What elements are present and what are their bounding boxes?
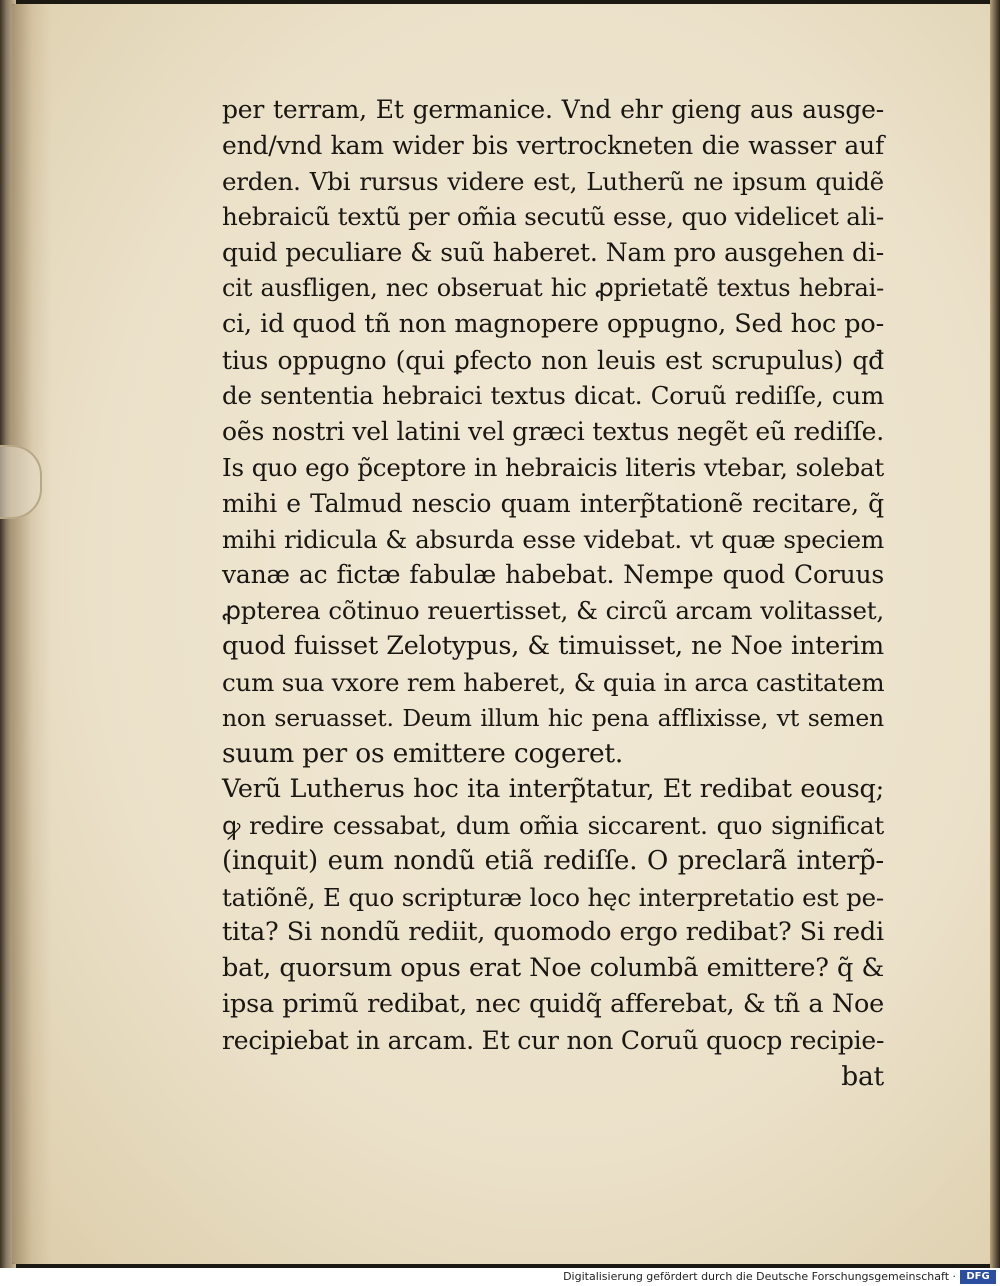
text-line: oẽs nostri vel latini vel græci textus negẽt eũ rediſſe. xyxy=(222,417,884,447)
text-line: Verũ Lutherus hoc ita interp̃tatur, Et redibat eousq; xyxy=(222,774,884,805)
text-line: ci, id quod tñ non magnopere oppugno, Sed hoc po- xyxy=(222,308,884,339)
page-right-edge xyxy=(990,0,1000,1268)
text-line: per terram, Et germanice. Vnd ehr gieng aus ausge- xyxy=(222,95,884,124)
text-line: (inquit) eum nondũ etiã rediſſe. O preclarã interp̃- xyxy=(222,845,884,876)
text-line: quod fuisset Zelotypus, & timuisset, ne Noe interim xyxy=(222,630,884,661)
text-line: vanæ ac fictæ fabulæ habebat. Nempe quod Coruus xyxy=(222,560,884,590)
text-line: de sententia hebraici textus dicat. Coruũ rediſſe, cum xyxy=(222,381,884,411)
text-line: suum per os emittere cogeret. xyxy=(222,738,624,770)
page-text-block xyxy=(222,92,884,1094)
text-line: non seruasset. Deum illum hic pena afflixisse, vt semen xyxy=(222,703,884,732)
text-line: mihi e Talmud nescio quam interp̃tationẽ recitare, q̃ xyxy=(222,488,884,518)
text-line: mihi ridicula & absurda esse videbat. vt quæ speciem xyxy=(222,524,884,554)
text-line: tius oppugno (qui ꝑfecto non leuis est scrupulus) qđ xyxy=(222,345,884,375)
text-line: recipiebat in arcam. Et cur non Coruũ quocp recipie- xyxy=(222,1025,885,1055)
text-line: hebraicũ textũ per om̃ia secutũ esse, quo videlicet ali- xyxy=(222,202,884,232)
text-line: cit ausfligen, nec obseruat hic ꝓprietatẽ textus hebrai- xyxy=(222,273,884,302)
digitization-footer xyxy=(0,1268,1000,1286)
text-line: erden. Vbi rursus videre est, Lutherũ ne ipsum quidẽ xyxy=(222,166,884,196)
text-line: ipsa primũ redibat, nec quidq̃ afferebat, & tñ a Noe xyxy=(222,988,884,1019)
dfg-logo: DFG xyxy=(960,1270,996,1284)
text-line: Is quo ego p̃ceptore in hebraicis literis vtebar, solebat xyxy=(222,452,884,482)
gutter-shadow xyxy=(12,4,52,1264)
text-line: end/vnd kam wider bis vertrockneten die wasser auf xyxy=(222,130,884,160)
text-line: tita? Si nondũ rediit, quomodo ergo redibat? Si redi xyxy=(222,917,884,948)
text-line: quid peculiare & suũ haberet. Nam pro ausgehen di- xyxy=(222,238,884,268)
text-line: ꝙ redire cessabat, dum om̃ia siccarent. quo significat xyxy=(222,810,884,840)
text-line: bat, quorsum opus erat Noe columbã emittere? q̃ & xyxy=(222,953,884,984)
text-line: ꝓpterea cõtinuo reuertisset, & circũ arcam volitasset, xyxy=(222,596,884,626)
text-line: tatiõnẽ, E quo scripturæ loco hęc interpretatio est pe- xyxy=(222,882,884,912)
funding-credit: Digitalisierung gefördert durch die Deutsche Forschungsgemeinschaft · xyxy=(563,1270,956,1283)
text-line: cum sua vxore rem haberet, & quia in arca castitatem xyxy=(222,667,885,697)
catchword: bat xyxy=(841,1060,884,1092)
